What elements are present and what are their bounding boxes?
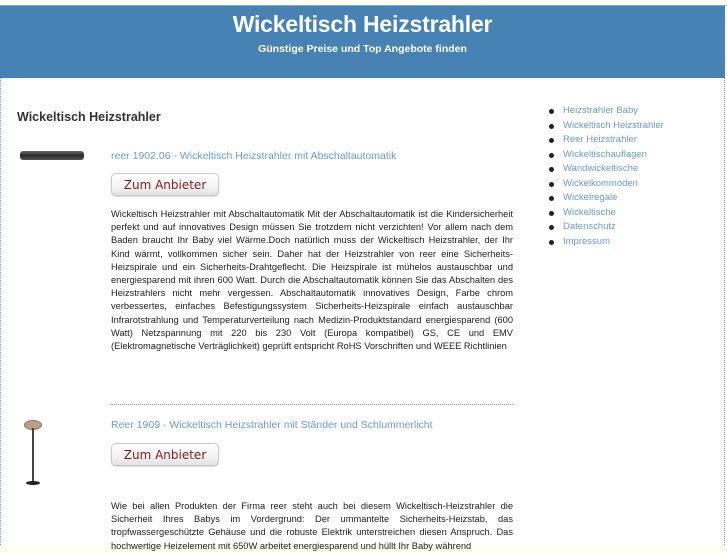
sidebar-item-impressum[interactable] [549,235,664,250]
heater-pole-shape [32,428,34,482]
bullet-icon [549,109,554,114]
bullet-icon [549,240,554,245]
sidebar-link[interactable]: Heizstrahler Baby [563,105,638,116]
wall-heater-image[interactable] [20,151,84,160]
sidebar-link[interactable]: Reer Heizstrahler [563,134,637,145]
product-title-link[interactable]: Reer 1909 - Wickeltisch Heizstrahler mit Ständer und Schlummerlicht [111,419,433,431]
sidebar-link[interactable]: Datenschutz [563,221,616,232]
bullet-icon [549,167,554,172]
stand-heater-image[interactable] [22,420,44,486]
sidebar-item-heizstrahler-baby[interactable] [549,104,664,119]
sidebar-item-wickeltische[interactable] [549,206,664,221]
sidebar-link[interactable]: Wickeltischauflagen [563,148,647,160]
bullet-icon [549,153,554,158]
bullet-icon [549,196,554,201]
sidebar-item-wandwickeltische[interactable] [549,162,664,177]
sidebar-item-wickeltischauflagen[interactable] [549,148,664,163]
sidebar-nav [549,104,664,249]
product-description: Wie bei allen Produkten der Firma reer steht auch bei diesem Wickeltisch-Heizstrahler die Sicherheit Ihres Babys im Vordergrund: Der ummantelte Sicherheits-Heizstab, das tropfwassergeschützte Gehäuse und die robuste Elektrik unterstreichen diesen Anspruch. Das hochwertige Heizelement mit 650W arbeitet energiesparend und hüllt Ihr Baby während [111,501,513,551]
heater-base-shape [26,481,40,485]
sidebar-item-reer-heizstrahler[interactable] [549,133,664,148]
product-title-link[interactable]: reer 1902.06 - Wickeltisch Heizstrahler mit Abschaltautomatik [111,150,397,162]
zum-anbieter-button[interactable]: Zum Anbieter [111,443,219,466]
site-tagline: Günstige Preise und Top Angebote finden [258,43,467,55]
sidebar-item-datenschutz[interactable] [549,220,664,235]
site-title[interactable]: Wickeltisch Heizstrahler [232,11,493,37]
sidebar-link[interactable]: Wickeltisch Heizstrahler [563,119,664,131]
sidebar-link[interactable]: Wandwickeltische [563,163,639,174]
sidebar-item-wickelregale[interactable] [549,191,664,206]
zum-anbieter-button[interactable]: Zum Anbieter [111,173,219,196]
sidebar-item-wickeltisch-heizstrahler[interactable] [549,119,664,134]
sidebar-link[interactable]: Wickelregale [563,192,618,203]
bullet-icon [549,211,554,216]
site-header [0,6,725,78]
bullet-icon [549,225,554,230]
bullet-icon [549,124,554,129]
sidebar-link[interactable]: Wickeltische [563,206,616,218]
sidebar-link[interactable]: Wickelkommoden [563,177,638,189]
product-separator [111,404,513,405]
bullet-icon [549,138,554,143]
sidebar-item-wickelkommoden[interactable] [549,177,664,192]
page-title: Wickeltisch Heizstrahler [17,110,161,124]
product-description: Wickeltisch Heizstrahler mit Abschaltautomatik Mit der Abschaltautomatik ist die Kindersicherheit perfekt und auf innovatives Design müssen Sie trotzdem nicht verzichten! Vor allem nach dem Baden braucht Ihr Baby viel Wärme.Doch natürlich muss der Wickeltisch Heizstrahler, der Ihr Kind wärmt, vollkommen sicher sein. Daher hat der Heizstrahler von reer eine Sicherheits-Heizspirale und ein Sicherheits-Drahtgeflecht. Die Heizspirale ist mühelos austauschbar und energiesparend mit ihren 600 Watt. Durch die Abschaltautomatik können Sie das Abschalten des Heizstrahlers nicht mehr vergessen. Abschaltautomatik innovatives Design, Farbe chrom verbessertes, einfaches Befestigungssystem Sicherheits-Heizspirale einfach austauschbar Infrarotstrahlung und Temperaturverteilung nach Medizin-Produktstandard energiesparend (600 Watt) Netzspannung mit 220 bis 230 Volt (Europa kompatibel) GS, CE und EMV (Elektromagnetische Verträglichkeit) geprüft entspricht RoHS Vorschriften und WEEE Richtlinien [111,209,513,352]
bullet-icon [549,182,554,187]
sidebar-link[interactable]: Impressum [563,235,610,247]
